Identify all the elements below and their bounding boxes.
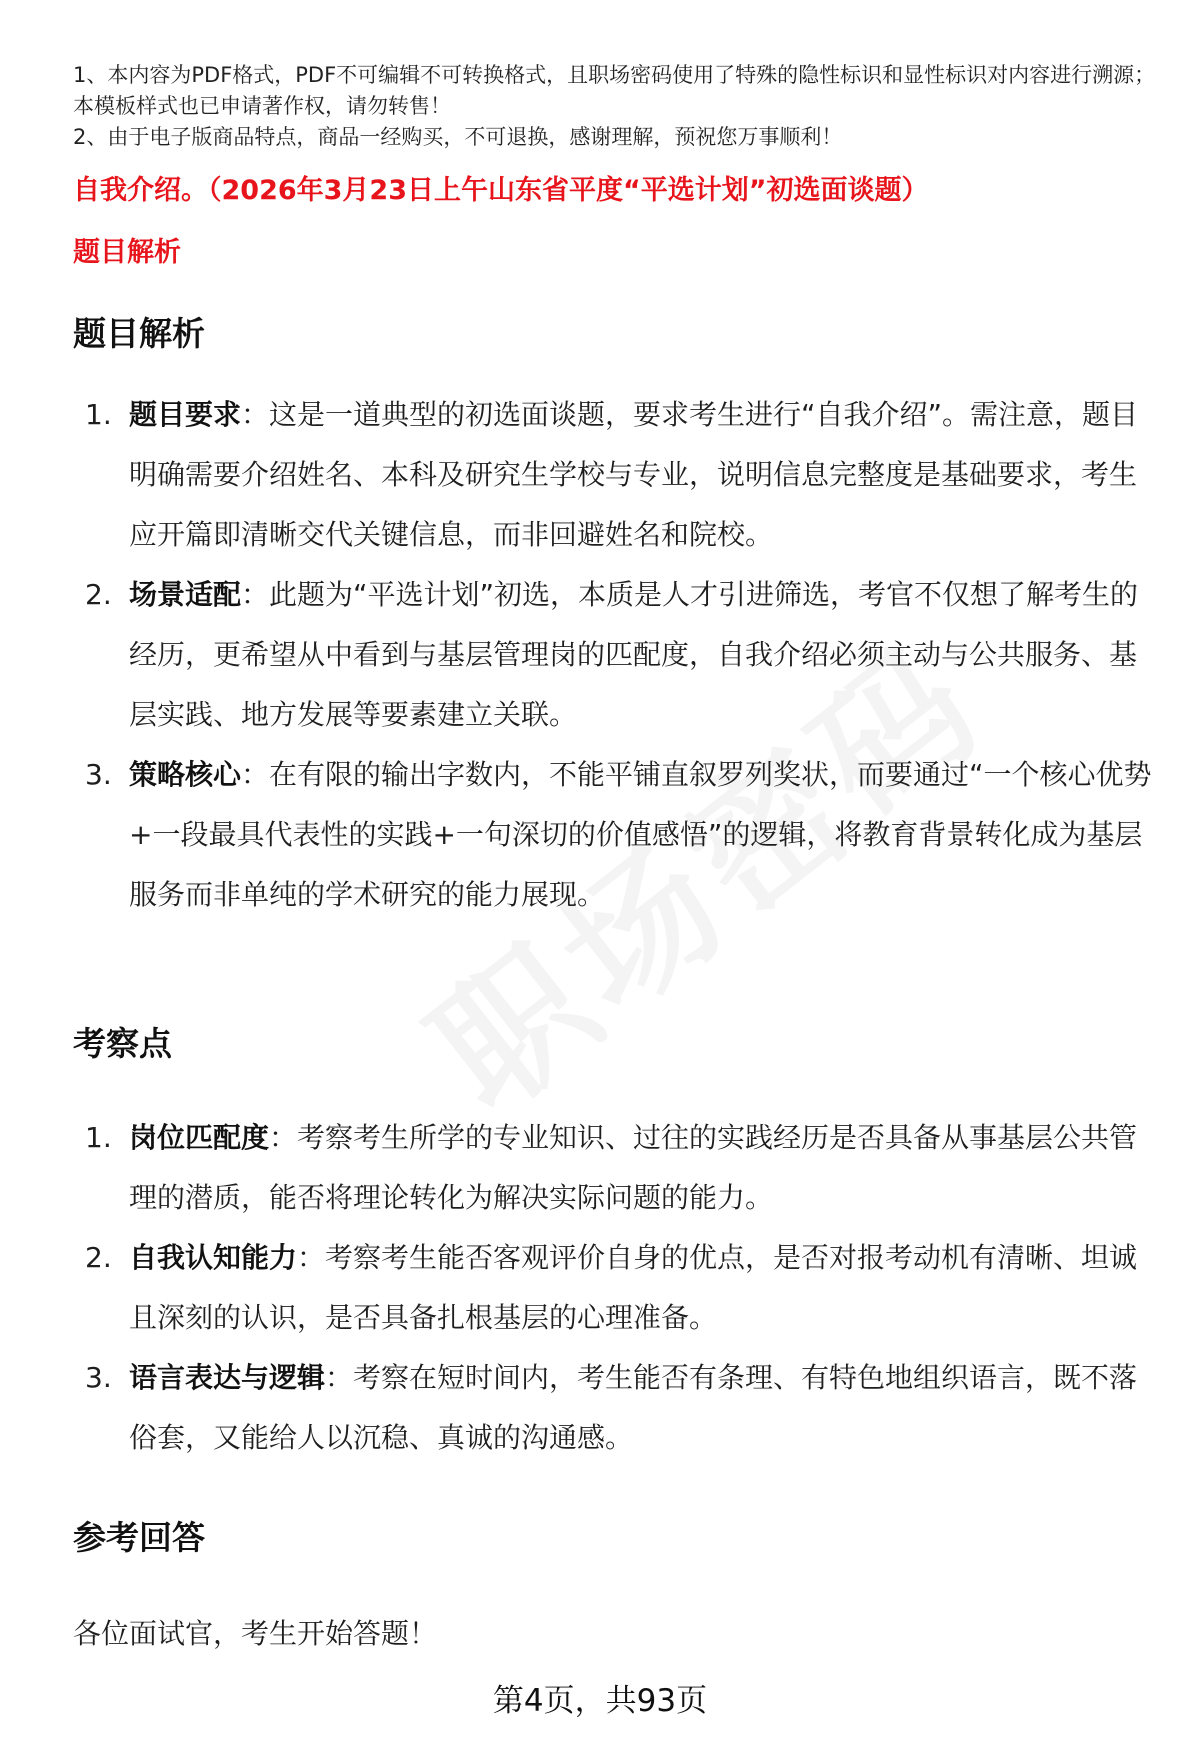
list-item <box>73 1348 1163 1468</box>
item-number: 2. <box>85 1241 112 1274</box>
item-text: ：考察考生能否客观评价自身的优点，是否对报考动机有清晰、坦诚且深刻的认识，是否具备扎根基层的心理准备。 <box>129 1241 1138 1334</box>
item-term: 策略核心 <box>129 758 242 791</box>
item-term: 题目要求 <box>129 398 242 431</box>
item-term: 岗位匹配度 <box>129 1121 270 1154</box>
section-heading-points: 考察点 <box>73 1024 172 1063</box>
list-item <box>73 385 1163 565</box>
notice-line-2: 2、由于电子版商品特点，商品一经购买，不可退换，感谢理解，预祝您万事顺利！ <box>73 125 843 149</box>
item-number: 3. <box>85 1361 112 1394</box>
list-item <box>73 565 1163 745</box>
list-item <box>73 1108 1163 1228</box>
item-text: ：考察考生所学的专业知识、过往的实践经历是否具备从事基层公共管理的潜质，能否将理论转化为解决实际问题的能力。 <box>129 1121 1138 1214</box>
item-number: 2. <box>85 578 112 611</box>
item-number: 3. <box>85 758 112 791</box>
item-term: 场景适配 <box>129 578 242 611</box>
list-item <box>73 745 1163 925</box>
list-item <box>73 1228 1163 1348</box>
points-list <box>73 1108 1163 1468</box>
item-text: ：考察在短时间内，考生能否有条理、有特色地组织语言，既不落俗套，又能给人以沉稳、真诚的沟通感。 <box>129 1361 1138 1454</box>
page-number: 第4页，共93页 <box>492 1683 708 1719</box>
section-heading-analysis: 题目解析 <box>73 314 205 353</box>
answer-opening: 各位面试官，考生开始答题！ <box>73 1617 438 1650</box>
analysis-label: 题目解析 <box>73 237 181 268</box>
item-term: 语言表达与逻辑 <box>129 1361 326 1394</box>
analysis-list <box>73 385 1163 925</box>
item-text: ：此题为“平选计划”初选，本质是人才引进筛选，考官不仅想了解考生的经历，更希望从中看到与基层管理岗的匹配度，自我介绍必须主动与公共服务、基层实践、地方发展等要素建立关联。 <box>129 578 1139 731</box>
section-heading-answer: 参考回答 <box>73 1518 205 1557</box>
item-text: ：这是一道典型的初选面谈题，要求考生进行“自我介绍”。需注意，题目明确需要介绍姓名、本科及研究生学校与专业，说明信息完整度是基础要求，考生应开篇即清晰交代关键信息，而非回避姓名和院校。 <box>129 398 1139 551</box>
item-term: 自我认知能力 <box>129 1241 298 1274</box>
notice-block <box>73 60 1163 153</box>
item-number: 1. <box>85 398 112 431</box>
notice-line-1: 1、本内容为PDF格式，PDF不可编辑不可转换格式，且职场密码使用了特殊的隐性标识和显性标识对内容进行溯源；本模板样式也已申请著作权，请勿转售！ <box>73 63 1156 118</box>
item-number: 1. <box>85 1121 112 1154</box>
question-title: 自我介绍。（2026年3月23日上午山东省平度“平选计划”初选面谈题） <box>73 175 929 206</box>
item-text: ：在有限的输出字数内，不能平铺直叙罗列奖状，而要通过“一个核心优势+一段最具代表性的实践+一句深切的价值感悟”的逻辑，将教育背景转化成为基层服务而非单纯的学术研究的能力展现。 <box>129 758 1152 911</box>
